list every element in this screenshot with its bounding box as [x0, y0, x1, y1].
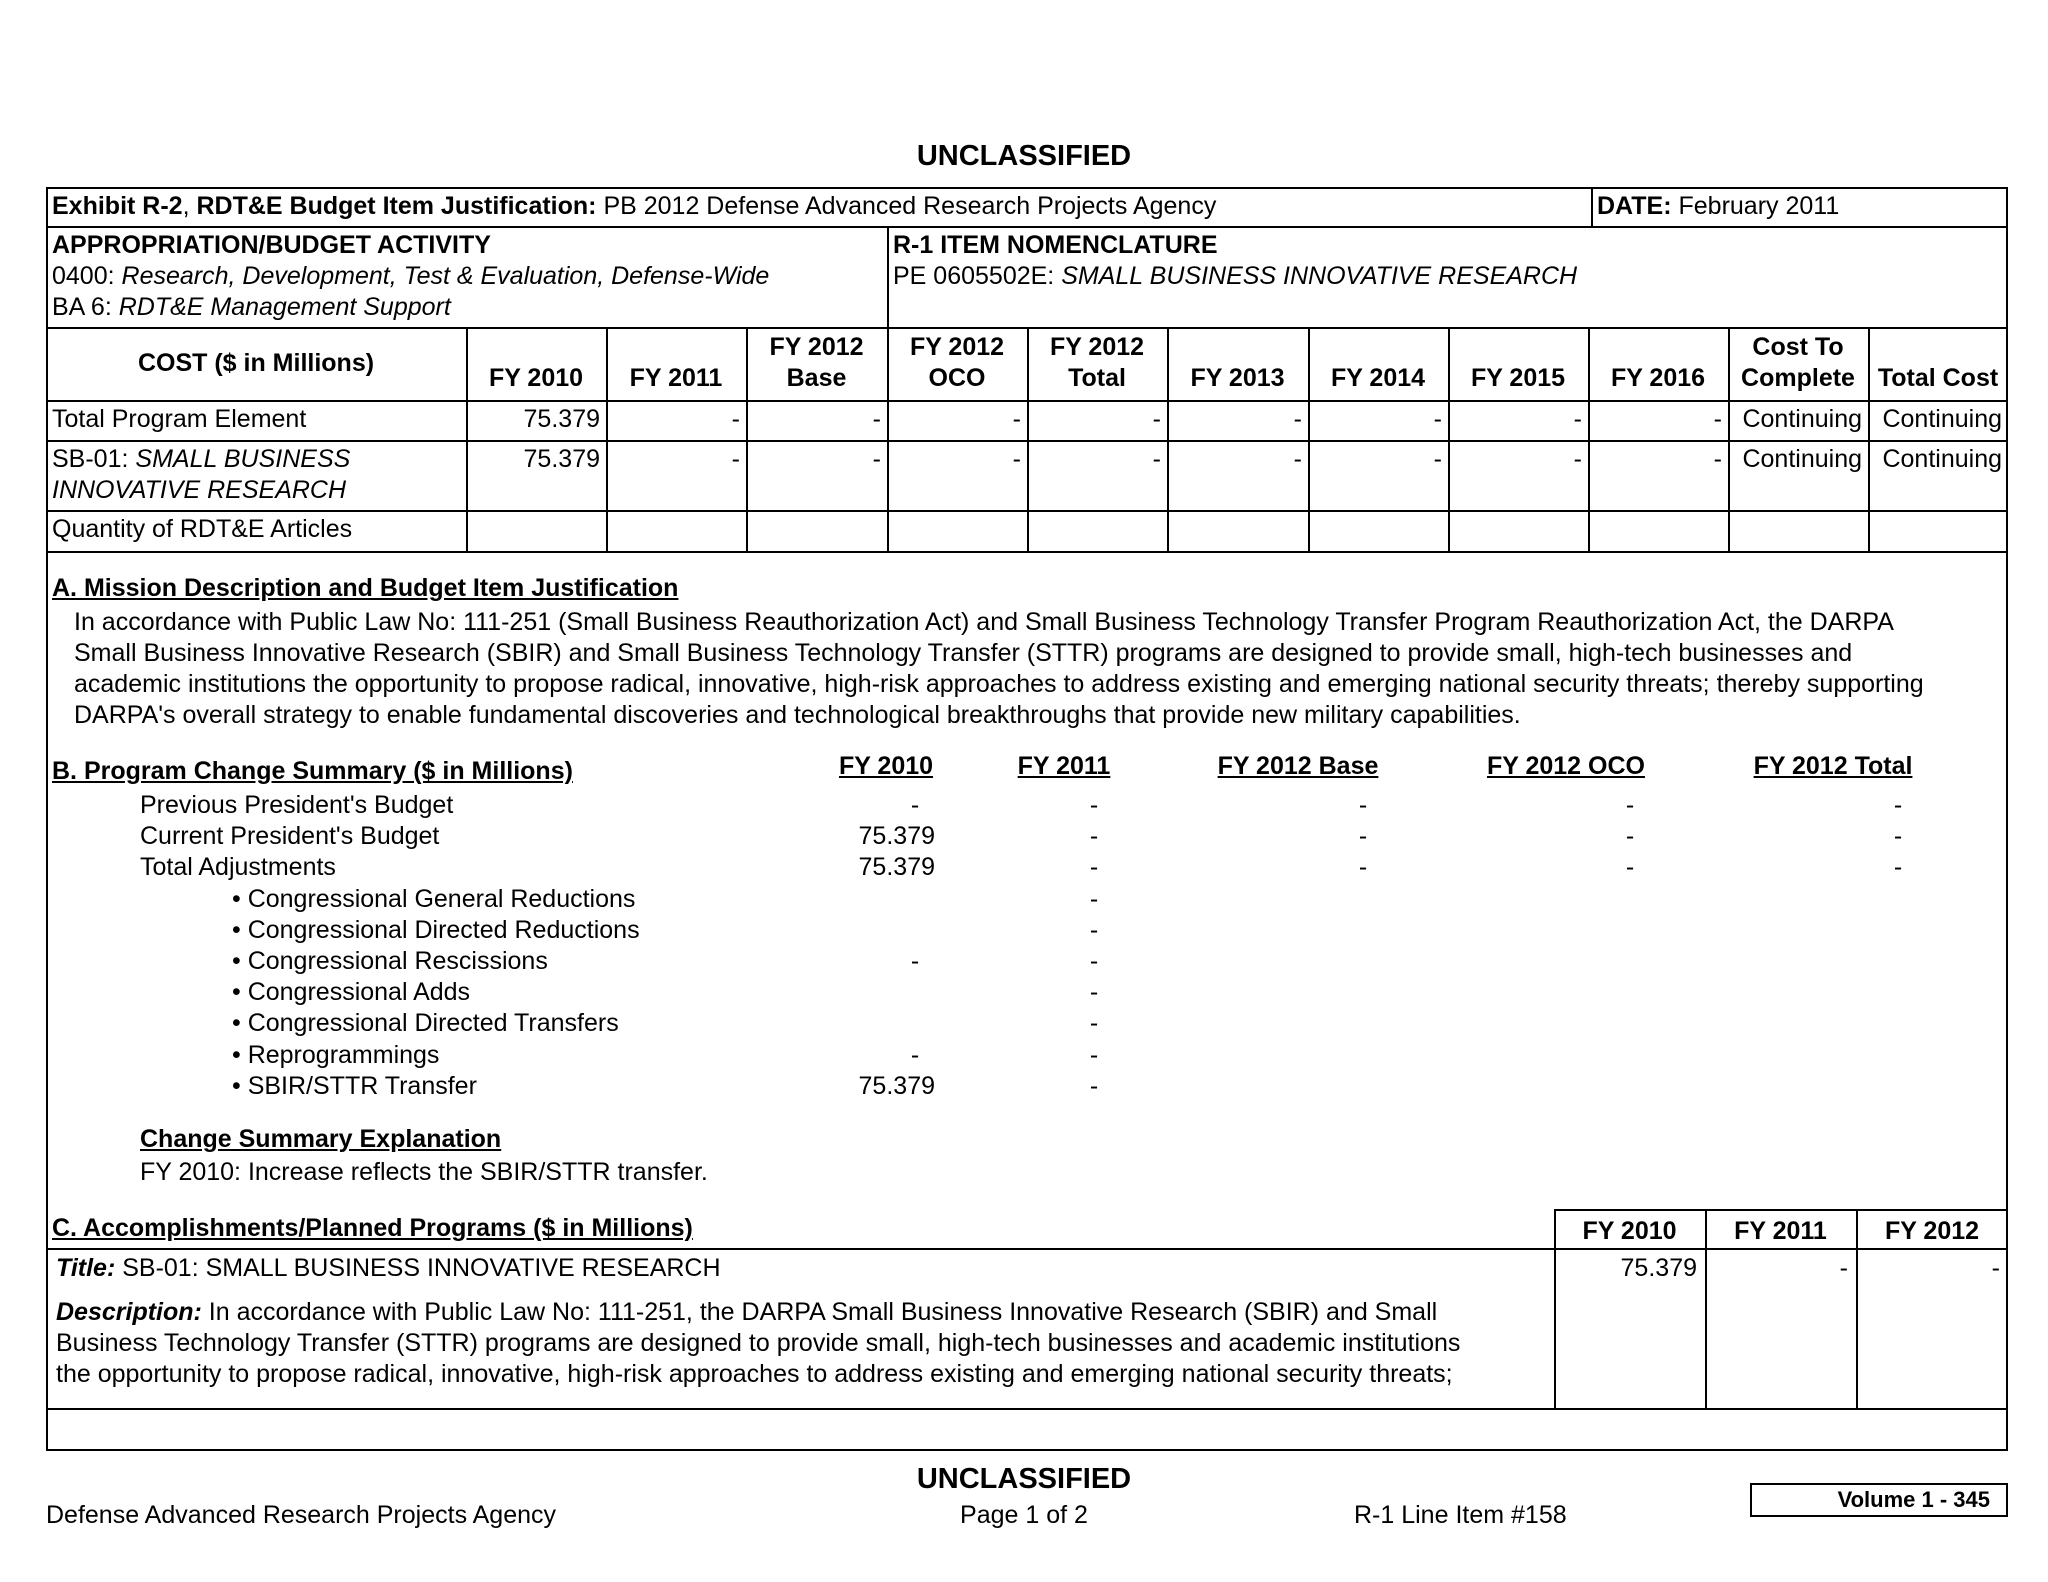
column-header-line2: FY 2010 [488, 364, 584, 392]
change-summary-row-label: • SBIR/STTR Transfer [232, 1071, 477, 1100]
column-header-line2: FY 2013 [1190, 364, 1285, 392]
divider [466, 327, 468, 551]
divider [606, 327, 608, 551]
exhibit-date: DATE: February 2011 [1597, 192, 1840, 220]
table-cell: - [1012, 445, 1021, 473]
table-cell: - [731, 445, 740, 473]
change-summary-row-label: Previous President's Budget [140, 791, 454, 819]
change-summary-value: - [1089, 884, 1099, 913]
change-summary-row-label: Current President's Budget [140, 822, 440, 851]
change-summary-value: 75.379 [858, 1071, 935, 1100]
table-cell: - [1152, 445, 1161, 473]
change-summary-column-header: FY 2010 [838, 752, 934, 780]
table-cell: 75.379 [523, 405, 600, 433]
row-label-continued: INNOVATIVE RESEARCH [52, 476, 347, 504]
change-summary-value: - [1625, 791, 1635, 819]
table-cell: Continuing [1742, 405, 1862, 433]
table-cell: - [872, 405, 881, 433]
budget-activity-value: BA 6: RDT&E Management Support [52, 293, 451, 321]
column-header-line1: FY 2012 [1049, 333, 1145, 361]
column-header-line2: Complete [1741, 364, 1855, 392]
table-cell: - [872, 445, 881, 473]
classification-top: UNCLASSIFIED [916, 140, 1132, 172]
divider [46, 1408, 2008, 1410]
change-summary-value: - [1089, 978, 1099, 1007]
change-summary-value: - [1089, 791, 1099, 819]
table-cell: 75.379 [523, 445, 600, 473]
exhibit-title: Exhibit R-2, RDT&E Budget Item Justification: PB 2012 Defense Advanced Research Projects Agency [52, 192, 1217, 220]
description-line: the opportunity to propose radical, innovative, high-risk approaches to address existing and emerging national security threats; [56, 1360, 1453, 1388]
change-summary-value: - [1893, 822, 1903, 851]
change-summary-row-label: • Congressional Rescissions [232, 947, 548, 975]
table-cell: - [1713, 405, 1722, 433]
change-summary-column-header: FY 2012 Total [1753, 752, 1913, 780]
table-cell: - [1293, 405, 1302, 433]
appropriation-label: APPROPRIATION/BUDGET ACTIVITY [52, 231, 491, 259]
column-header-line1: FY 2012 [909, 333, 1005, 361]
description-line [56, 1297, 1437, 1328]
classification-bottom: UNCLASSIFIED [916, 1463, 1132, 1495]
r1-label: R-1 ITEM NOMENCLATURE [893, 231, 1218, 259]
row-label [52, 444, 350, 475]
change-summary-row-label: • Congressional Directed Reductions [232, 915, 640, 944]
divider [1588, 327, 1590, 551]
change-summary-column-header: FY 2011 [1017, 752, 1111, 780]
divider [887, 226, 889, 328]
divider [1308, 327, 1310, 551]
table-cell: - [1573, 405, 1582, 433]
r1-value: PE 0605502E: SMALL BUSINESS INNOVATIVE RESEARCH [893, 262, 1578, 290]
divider [1868, 327, 1870, 551]
change-summary-explanation-text: FY 2010: Increase reflects the SBIR/STTR transfer. [140, 1158, 708, 1186]
change-summary-value: 75.379 [858, 822, 935, 851]
change-summary-row-label: • Reprogrammings [232, 1040, 440, 1069]
change-summary-row-label: • Congressional Adds [232, 978, 471, 1007]
accomplishment-column-header: FY 2010 [1582, 1217, 1677, 1245]
table-cell: - [1433, 445, 1442, 473]
change-summary-value: - [1089, 947, 1099, 975]
accomplishment-value: - [1839, 1254, 1848, 1282]
divider [46, 1248, 2008, 1250]
column-header-line2: OCO [928, 364, 986, 392]
section-a-heading: A. Mission Description and Budget Item Justification [52, 574, 679, 602]
column-header-line1: FY 2012 [769, 333, 864, 361]
paragraph-line: academic institutions the opportunity to propose radical, innovative, high-risk approaches to address existing and emerging national security threats; thereby supporting [74, 670, 1924, 698]
table-cell: Continuing [1882, 405, 2002, 433]
column-header-line2: FY 2014 [1330, 364, 1426, 392]
column-header-line2: Base [786, 364, 847, 392]
cost-header: COST ($ in Millions) [137, 349, 375, 377]
change-summary-value: - [1089, 1071, 1099, 1100]
table-cell: - [1713, 445, 1722, 473]
footer-page: Page 1 of 2 [960, 1501, 1088, 1529]
accomplishment-value: 75.379 [1620, 1254, 1697, 1282]
change-summary-value: - [1358, 822, 1368, 851]
row-label: Total Program Element [52, 405, 307, 433]
change-summary-value: - [1893, 853, 1903, 882]
table-cell: - [1293, 445, 1302, 473]
table-cell: - [731, 405, 740, 433]
change-summary-value: - [1089, 853, 1099, 882]
description-label: Description: [56, 1298, 202, 1326]
change-summary-value: 75.379 [858, 853, 935, 882]
paragraph-line: In accordance with Public Law No: 111-251 (Small Business Reauthorization Act) and Small Business Technology Transfer Program Reauthorization Act, the DARPA [74, 608, 1894, 636]
table-cell: - [1573, 445, 1582, 473]
appropriation-value: 0400: Research, Development, Test & Evaluation, Defense-Wide [52, 262, 770, 290]
divider [46, 226, 2008, 228]
change-summary-value: - [1089, 1040, 1099, 1069]
section-c-heading: C. Accomplishments/Planned Programs ($ in Millions) [52, 1214, 693, 1242]
accomplishment-column-header: FY 2011 [1734, 1217, 1827, 1245]
row-label-prefix: SB-01: [52, 445, 129, 473]
accomplishment-value: - [1991, 1254, 2000, 1282]
change-summary-value: - [1893, 791, 1903, 819]
footer-agency: Defense Advanced Research Projects Agency [46, 1501, 557, 1529]
table-cell: Continuing [1742, 445, 1862, 473]
divider [1591, 187, 1593, 227]
column-header-line2: Total Cost [1877, 364, 1999, 392]
row-label: Quantity of RDT&E Articles [52, 515, 353, 543]
change-summary-row-label: Total Adjustments [140, 853, 336, 882]
paragraph-line: Small Business Innovative Research (SBIR) and Small Business Technology Transfer (STTR) programs are designed to provide small, high-tech businesses and [74, 639, 1853, 667]
table-cell: Continuing [1882, 445, 2002, 473]
footer-volume: Volume 1 - 345 [1750, 1483, 2008, 1517]
column-header-line2: FY 2016 [1610, 364, 1706, 392]
change-summary-explanation-heading: Change Summary Explanation [140, 1125, 502, 1153]
row-label-italic: SMALL BUSINESS [135, 445, 351, 473]
change-summary-column-header: FY 2012 Base [1217, 752, 1379, 780]
divider [46, 551, 2008, 553]
divider [1167, 327, 1169, 551]
divider [1554, 1209, 2008, 1211]
change-summary-column-header: FY 2012 OCO [1487, 752, 1645, 780]
change-summary-value: - [1625, 822, 1635, 851]
change-summary-value: - [1089, 822, 1099, 851]
description-line: Business Technology Transfer (STTR) programs are designed to provide small, high-tech businesses and academic institutions [56, 1329, 1461, 1357]
table-cell: - [1152, 405, 1161, 433]
accomplishment-title: Title: SB-01: SMALL BUSINESS INNOVATIVE RESEARCH [56, 1254, 721, 1282]
change-summary-value: - [1358, 853, 1368, 882]
change-summary-row-label: • Congressional General Reductions [232, 884, 636, 913]
column-header-line1: Cost To [1752, 333, 1844, 361]
footer-line-item: R-1 Line Item #158 [1354, 1501, 1567, 1529]
change-summary-row-label: • Congressional Directed Transfers [232, 1009, 619, 1038]
change-summary-value: - [910, 1040, 920, 1069]
change-summary-value: - [1625, 853, 1635, 882]
change-summary-value: - [1089, 915, 1099, 944]
change-summary-value: - [910, 947, 920, 975]
table-cell: - [1433, 405, 1442, 433]
column-header-line2: Total [1068, 364, 1126, 392]
change-summary-value: - [1089, 1009, 1099, 1038]
change-summary-value: - [910, 791, 920, 819]
change-summary-value: - [1358, 791, 1368, 819]
column-header-line2: FY 2015 [1470, 364, 1566, 392]
accomplishment-column-header: FY 2012 [1884, 1217, 1980, 1245]
paragraph-line: DARPA's overall strategy to enable fundamental discoveries and technological breakthroughs that provide new military capabilities. [74, 701, 1521, 729]
table-cell: - [1012, 405, 1021, 433]
divider [1448, 327, 1450, 551]
description-text: In accordance with Public Law No: 111-251, the DARPA Small Business Innovative Research (SBIR) and Small [201, 1298, 1438, 1326]
section-b-heading: B. Program Change Summary ($ in Millions) [52, 757, 573, 785]
column-header-line2: FY 2011 [629, 364, 723, 392]
